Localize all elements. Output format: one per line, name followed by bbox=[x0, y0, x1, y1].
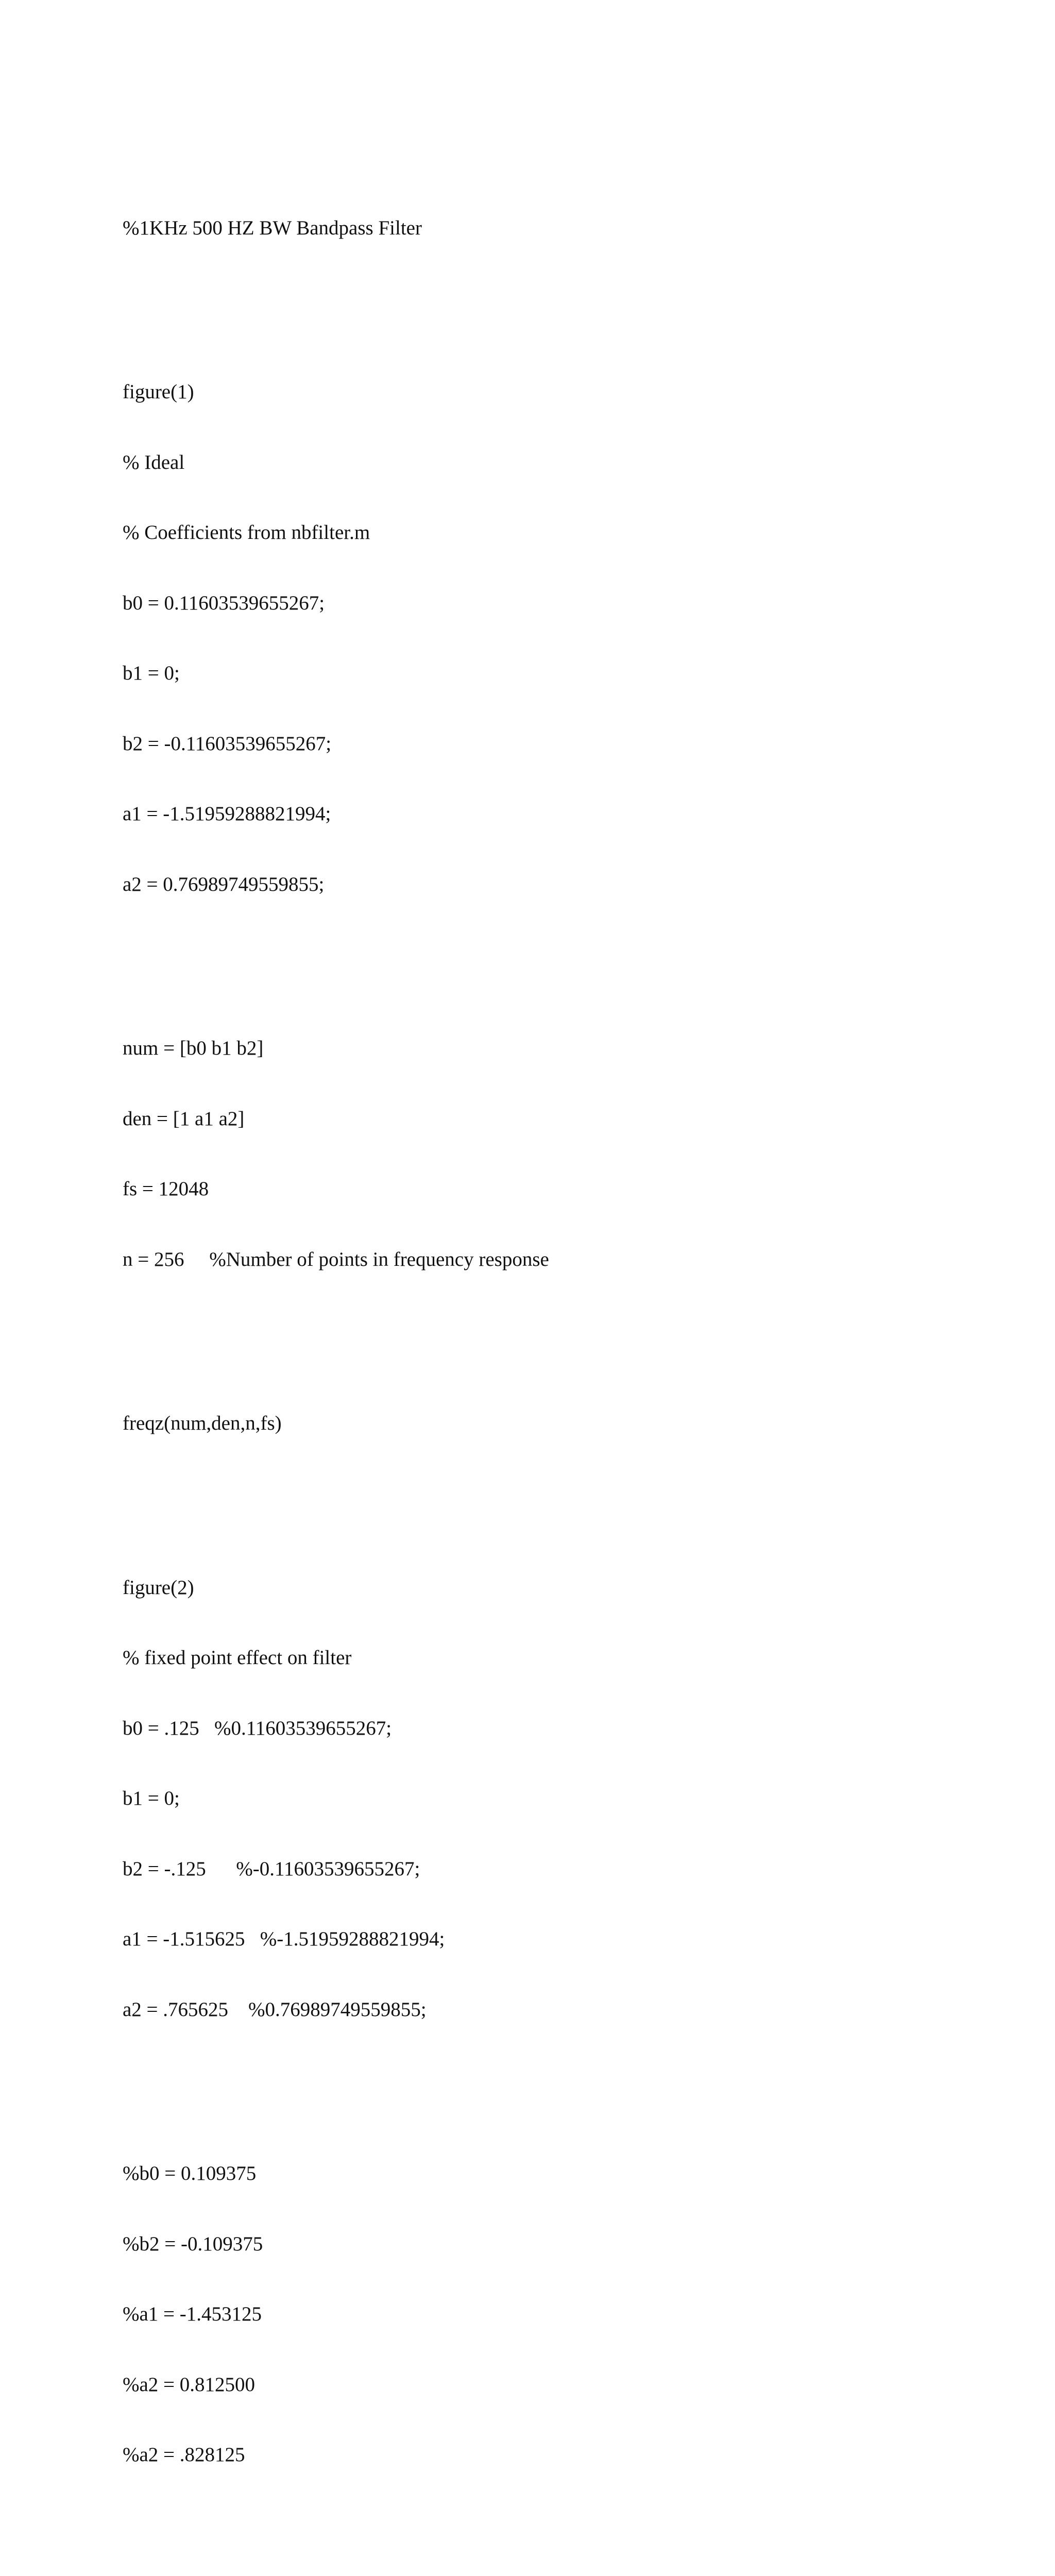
fs-assignment: fs = 12048 bbox=[123, 1178, 209, 1200]
coefficients-comment: % Coefficients from nbfilter.m bbox=[123, 521, 370, 544]
commented-a2-alt: %a2 = .828125 bbox=[123, 2444, 245, 2466]
a2-assignment: a2 = 0.76989749559855; bbox=[123, 873, 325, 895]
blank-line bbox=[123, 2514, 998, 2537]
commented-b2: %b2 = -0.109375 bbox=[123, 2232, 263, 2255]
num-assignment: num = [b0 b1 b2] bbox=[123, 1037, 264, 1059]
a1-fixed-assignment: a1 = -1.515625 %-1.51959288821994; bbox=[123, 1928, 445, 1950]
b2-assignment: b2 = -0.11603539655267; bbox=[123, 732, 332, 755]
b1-assignment: b1 = 0; bbox=[123, 662, 180, 684]
b1-fixed-assignment: b1 = 0; bbox=[123, 1787, 180, 1809]
blank-line bbox=[123, 286, 998, 310]
den-assignment: den = [1 a1 a2] bbox=[123, 1107, 245, 1130]
blank-line bbox=[123, 1318, 998, 1342]
ideal-comment: % Ideal bbox=[123, 451, 185, 473]
header-comment: %1KHz 500 HZ BW Bandpass Filter bbox=[123, 216, 422, 239]
a1-assignment: a1 = -1.51959288821994; bbox=[123, 803, 331, 825]
b0-assignment: b0 = 0.11603539655267; bbox=[123, 591, 325, 614]
figure-2-call: figure(2) bbox=[123, 1576, 194, 1599]
b0-fixed-assignment: b0 = .125 %0.11603539655267; bbox=[123, 1717, 392, 1739]
blank-line bbox=[123, 943, 998, 967]
blank-line bbox=[123, 1482, 998, 1506]
commented-b0: %b0 = 0.109375 bbox=[123, 2162, 257, 2184]
fixed-point-comment: % fixed point effect on filter bbox=[123, 1647, 352, 1669]
freqz-call: freqz(num,den,n,fs) bbox=[123, 1412, 282, 1434]
commented-a1: %a1 = -1.453125 bbox=[123, 2303, 262, 2325]
b2-fixed-assignment: b2 = -.125 %-0.11603539655267; bbox=[123, 1857, 420, 1880]
commented-a2: %a2 = 0.812500 bbox=[123, 2373, 256, 2396]
n-assignment: n = 256 %Number of points in frequency response bbox=[123, 1248, 549, 1270]
a2-fixed-assignment: a2 = .765625 %0.76989749559855; bbox=[123, 1998, 427, 2021]
blank-line bbox=[123, 2068, 998, 2092]
matlab-code-listing bbox=[123, 146, 998, 2576]
figure-1-call: figure(1) bbox=[123, 381, 194, 403]
